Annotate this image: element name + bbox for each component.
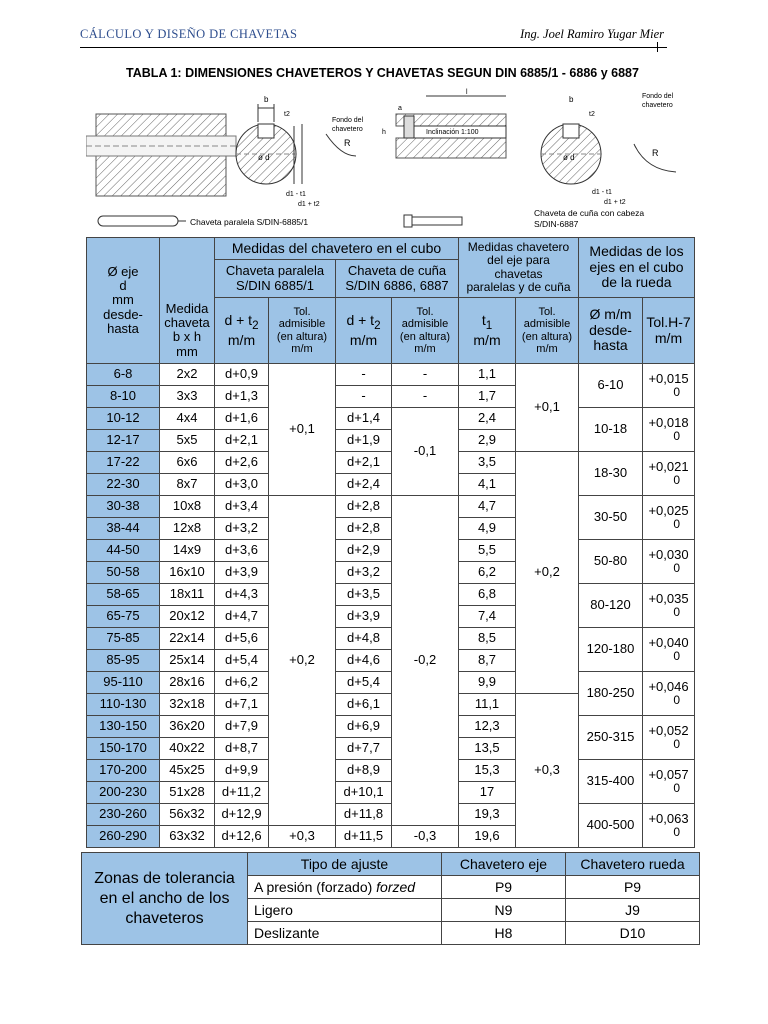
cell-dt2-cuna: d+2,8 xyxy=(336,518,392,540)
cell-dt2: d+12,6 xyxy=(215,826,269,848)
cell-dt2: d+6,2 xyxy=(215,672,269,694)
cell-rueda-range: 18-30 xyxy=(579,452,643,496)
cell-rueda-tol: +0,040 0 xyxy=(643,628,695,672)
cell-medida: 22x14 xyxy=(160,628,215,650)
cell-tol-cuna: -0,2 xyxy=(392,496,459,826)
cell-medida: 56x32 xyxy=(160,804,215,826)
cell-rueda-tol: +0,021 0 xyxy=(643,452,695,496)
table-row xyxy=(87,452,695,474)
header-tol-h7: Tol.H-7 m/m xyxy=(643,298,695,364)
cell-dt2-cuna: d+3,2 xyxy=(336,562,392,584)
zones-eje: P9 xyxy=(442,876,566,899)
cell-medida: 18x11 xyxy=(160,584,215,606)
cell-t1: 6,2 xyxy=(459,562,516,584)
header-t1: $t_1$ m/m xyxy=(459,298,516,364)
zones-tipo: Ligero xyxy=(248,899,442,922)
cell-eje: 12-17 xyxy=(87,430,160,452)
cell-t1: 13,5 xyxy=(459,738,516,760)
cell-dt2-cuna: d+6,1 xyxy=(336,694,392,716)
cell-dt2: d+4,3 xyxy=(215,584,269,606)
cell-dt2-cuna: d+11,5 xyxy=(336,826,392,848)
wedge-key-section xyxy=(382,89,506,158)
fondo-label-2: chavetero xyxy=(332,126,363,133)
zones-header-eje: Chavetero eje xyxy=(442,853,566,876)
cell-rueda-range: 120-180 xyxy=(579,628,643,672)
dim-h: h xyxy=(382,129,386,136)
dim-b-left: b xyxy=(264,95,269,104)
header-medida-chaveta: Medida chaveta b x h mm xyxy=(160,238,215,364)
cell-t1: 9,9 xyxy=(459,672,516,694)
inclinacion-label: Inclinación 1:100 xyxy=(426,129,479,136)
header-chaveta-paralela: Chaveta paralela S/DIN 6885/1 xyxy=(215,260,336,298)
zones-eje: N9 xyxy=(442,899,566,922)
cell-t1: 1,1 xyxy=(459,364,516,386)
zones-label: Zonas de tolerancia en el ancho de los chaveteros xyxy=(82,853,248,945)
wedge-key-plan xyxy=(404,208,644,229)
header-tol-eje: Tol. admisible (en altura) m/m xyxy=(516,298,579,364)
cell-dt2: d+8,7 xyxy=(215,738,269,760)
cell-rueda-tol: +0,052 0 xyxy=(643,716,695,760)
cell-eje: 110-130 xyxy=(87,694,160,716)
cell-eje: 260-290 xyxy=(87,826,160,848)
dim-t2-right: t2 xyxy=(589,111,595,118)
cell-eje: 58-65 xyxy=(87,584,160,606)
cell-tol-paralela: +0,2 xyxy=(269,496,336,826)
keyway-dimensions-table xyxy=(86,237,695,848)
parallel-key-label: Chaveta paralela S/DIN-6885/1 xyxy=(190,217,309,227)
cell-rueda-tol: +0,035 0 xyxy=(643,584,695,628)
parallel-key-plan xyxy=(98,216,308,227)
cell-dt2-cuna: d+2,1 xyxy=(336,452,392,474)
cell-dt2: d+7,1 xyxy=(215,694,269,716)
cell-dt2: d+1,3 xyxy=(215,386,269,408)
cell-dt2-cuna: d+5,4 xyxy=(336,672,392,694)
cell-medida: 63x32 xyxy=(160,826,215,848)
cell-medida: 12x8 xyxy=(160,518,215,540)
cell-t1: 4,7 xyxy=(459,496,516,518)
wedge-key-label-2: S/DIN-6887 xyxy=(534,219,579,229)
table-row xyxy=(87,496,695,518)
cell-dt2: d+3,6 xyxy=(215,540,269,562)
dim-d1-t1-right: d1 - t1 xyxy=(592,189,612,196)
zones-tipo: Deslizante xyxy=(248,922,442,945)
cell-tol-eje: +0,3 xyxy=(516,694,579,848)
cell-eje: 230-260 xyxy=(87,804,160,826)
cell-tol-cuna: -0,1 xyxy=(392,408,459,496)
cell-dt2: d+4,7 xyxy=(215,606,269,628)
zones-header-rueda: Chavetero rueda xyxy=(566,853,700,876)
zones-tipo: A presión (forzado) forzed xyxy=(248,876,442,899)
header-tol-paralela: Tol. admisible (en altura) m/m xyxy=(269,298,336,364)
cell-dt2: d+5,6 xyxy=(215,628,269,650)
cell-dt2-cuna: d+3,5 xyxy=(336,584,392,606)
cell-eje: 85-95 xyxy=(87,650,160,672)
cell-rueda-tol: +0,057 0 xyxy=(643,760,695,804)
dim-d-left: ø d xyxy=(258,153,270,162)
cell-t1: 6,8 xyxy=(459,584,516,606)
table-row xyxy=(87,628,695,650)
cell-t1: 2,4 xyxy=(459,408,516,430)
zones-eje: H8 xyxy=(442,922,566,945)
cell-medida: 51x28 xyxy=(160,782,215,804)
cell-medida: 14x9 xyxy=(160,540,215,562)
cell-rueda-range: 6-10 xyxy=(579,364,643,408)
cell-rueda-range: 30-50 xyxy=(579,496,643,540)
cell-t1: 15,3 xyxy=(459,760,516,782)
header-rule xyxy=(80,47,667,48)
cell-rueda-range: 10-18 xyxy=(579,408,643,452)
header-tol-cuna: Tol. admisible (en altura) m/m xyxy=(392,298,459,364)
cell-rueda-range: 80-120 xyxy=(579,584,643,628)
cell-medida: 2x2 xyxy=(160,364,215,386)
header-cubo: Medidas del chavetero en el cubo xyxy=(215,238,459,260)
cell-eje: 17-22 xyxy=(87,452,160,474)
cell-tol-cuna: - xyxy=(392,364,459,386)
cell-t1: 2,9 xyxy=(459,430,516,452)
cell-dt2: d+0,9 xyxy=(215,364,269,386)
cell-medida: 8x7 xyxy=(160,474,215,496)
fondo-right-1: Fondo del xyxy=(642,93,674,100)
cell-tol-eje: +0,1 xyxy=(516,364,579,452)
cell-rueda-tol: +0,015 0 xyxy=(643,364,695,408)
cell-rueda-tol: +0,030 0 xyxy=(643,540,695,584)
table-row xyxy=(87,716,695,738)
cell-dt2-cuna: - xyxy=(336,364,392,386)
table-row xyxy=(87,584,695,606)
cell-eje: 75-85 xyxy=(87,628,160,650)
cell-medida: 36x20 xyxy=(160,716,215,738)
cell-eje: 150-170 xyxy=(87,738,160,760)
cell-t1: 19,6 xyxy=(459,826,516,848)
cell-dt2-cuna: - xyxy=(336,386,392,408)
cell-dt2-cuna: d+2,4 xyxy=(336,474,392,496)
header-dt2-cuna: $d + t_2$ m/m xyxy=(336,298,392,364)
cell-tol-cuna: -0,3 xyxy=(392,826,459,848)
cell-medida: 6x6 xyxy=(160,452,215,474)
dim-r-right: R xyxy=(652,148,659,158)
cell-dt2-cuna: d+8,9 xyxy=(336,760,392,782)
cell-dt2: d+7,9 xyxy=(215,716,269,738)
table-row xyxy=(87,540,695,562)
header-diametro-rueda: Ø m/m desde- hasta xyxy=(579,298,643,364)
dim-d1-t2-left: d1 + t2 xyxy=(298,201,320,208)
cell-eje: 95-110 xyxy=(87,672,160,694)
cell-eje: 200-230 xyxy=(87,782,160,804)
dim-r-left: R xyxy=(344,138,351,148)
shaft-circle-left xyxy=(236,95,320,208)
cell-rueda-tol: +0,063 0 xyxy=(643,804,695,848)
cell-dt2: d+11,2 xyxy=(215,782,269,804)
cell-dt2-cuna: d+11,8 xyxy=(336,804,392,826)
cell-eje: 22-30 xyxy=(87,474,160,496)
cell-dt2-cuna: d+6,9 xyxy=(336,716,392,738)
cell-rueda-tol: +0,046 0 xyxy=(643,672,695,716)
table-row xyxy=(87,760,695,782)
zones-rueda: D10 xyxy=(566,922,700,945)
cell-eje: 170-200 xyxy=(87,760,160,782)
header-chaveta-cuna: Chaveta de cuña S/DIN 6886, 6887 xyxy=(336,260,459,298)
cell-eje: 65-75 xyxy=(87,606,160,628)
cell-dt2-cuna: d+3,9 xyxy=(336,606,392,628)
cell-rueda-tol: +0,025 0 xyxy=(643,496,695,540)
dim-b-right: b xyxy=(569,95,574,104)
dim-l: l xyxy=(466,89,468,96)
table-row xyxy=(87,408,695,430)
cell-dt2-cuna: d+1,4 xyxy=(336,408,392,430)
header-rule-tick xyxy=(657,42,658,52)
cell-t1: 4,9 xyxy=(459,518,516,540)
dim-d1-t2-right: d1 + t2 xyxy=(604,199,626,206)
fondo-label-1: Fondo del xyxy=(332,117,364,124)
header-document-title: CÁLCULO Y DISEÑO DE CHAVETAS xyxy=(80,27,298,41)
dim-d1-t1-left: d1 - t1 xyxy=(286,191,306,198)
cell-dt2: d+3,9 xyxy=(215,562,269,584)
keyway-technical-drawing xyxy=(86,86,686,236)
cell-dt2: d+3,2 xyxy=(215,518,269,540)
cell-eje: 6-8 xyxy=(87,364,160,386)
cell-dt2: d+3,0 xyxy=(215,474,269,496)
cell-dt2-cuna: d+2,8 xyxy=(336,496,392,518)
cell-dt2-cuna: d+10,1 xyxy=(336,782,392,804)
cell-tol-cuna: - xyxy=(392,386,459,408)
cell-tol-paralela: +0,1 xyxy=(269,364,336,496)
cell-t1: 3,5 xyxy=(459,452,516,474)
cell-medida: 20x12 xyxy=(160,606,215,628)
cell-t1: 19,3 xyxy=(459,804,516,826)
wedge-key-label-1: Chaveta de cuña con cabeza xyxy=(534,208,645,218)
cell-dt2-cuna: d+4,6 xyxy=(336,650,392,672)
cell-rueda-range: 50-80 xyxy=(579,540,643,584)
cell-rueda-range: 180-250 xyxy=(579,672,643,716)
cell-eje: 30-38 xyxy=(87,496,160,518)
cell-medida: 25x14 xyxy=(160,650,215,672)
cell-medida: 10x8 xyxy=(160,496,215,518)
header-author: Ing. Joel Ramiro Yugar Mier xyxy=(520,27,664,41)
zones-header-tipo: Tipo de ajuste xyxy=(248,853,442,876)
cell-dt2: d+2,1 xyxy=(215,430,269,452)
cell-medida: 3x3 xyxy=(160,386,215,408)
cell-rueda-range: 400-500 xyxy=(579,804,643,848)
cell-medida: 40x22 xyxy=(160,738,215,760)
cell-dt2-cuna: d+2,9 xyxy=(336,540,392,562)
cell-t1: 1,7 xyxy=(459,386,516,408)
cell-medida: 4x4 xyxy=(160,408,215,430)
cell-t1: 7,4 xyxy=(459,606,516,628)
table-row xyxy=(87,672,695,694)
header-diametro-eje: Ø eje d mm desde- hasta xyxy=(87,238,160,364)
header-medidas-ejes: Medidas de los ejes en el cubo de la rueda xyxy=(579,238,695,298)
cell-rueda-range: 250-315 xyxy=(579,716,643,760)
cell-medida: 45x25 xyxy=(160,760,215,782)
table-title: TABLA 1: DIMENSIONES CHAVETEROS Y CHAVETAS SEGUN DIN 6885/1 - 6886 y 6887 xyxy=(126,66,639,80)
cell-t1: 8,7 xyxy=(459,650,516,672)
cell-tol-eje: +0,2 xyxy=(516,452,579,694)
cell-t1: 4,1 xyxy=(459,474,516,496)
cell-medida: 16x10 xyxy=(160,562,215,584)
cell-eje: 10-12 xyxy=(87,408,160,430)
dim-a: a xyxy=(398,105,402,112)
cell-medida: 28x16 xyxy=(160,672,215,694)
cell-t1: 12,3 xyxy=(459,716,516,738)
cell-rueda-tol: +0,018 0 xyxy=(643,408,695,452)
cell-dt2: d+2,6 xyxy=(215,452,269,474)
zones-rueda: P9 xyxy=(566,876,700,899)
cell-eje: 44-50 xyxy=(87,540,160,562)
cell-dt2: d+1,6 xyxy=(215,408,269,430)
cell-dt2: d+12,9 xyxy=(215,804,269,826)
cell-tol-paralela: +0,3 xyxy=(269,826,336,848)
cell-rueda-range: 315-400 xyxy=(579,760,643,804)
tolerance-zones-table xyxy=(81,852,700,945)
zones-rueda: J9 xyxy=(566,899,700,922)
cell-dt2-cuna: d+1,9 xyxy=(336,430,392,452)
fondo-detail-left xyxy=(326,117,364,156)
cell-dt2: d+5,4 xyxy=(215,650,269,672)
table-row xyxy=(87,364,695,386)
cell-medida: 5x5 xyxy=(160,430,215,452)
cell-eje: 38-44 xyxy=(87,518,160,540)
cell-eje: 130-150 xyxy=(87,716,160,738)
cell-t1: 8,5 xyxy=(459,628,516,650)
dim-t2-left: t2 xyxy=(284,111,290,118)
cell-dt2-cuna: d+7,7 xyxy=(336,738,392,760)
hub-section-left xyxy=(86,114,236,196)
fondo-right-2: chavetero xyxy=(642,102,673,109)
fondo-detail-right xyxy=(634,93,676,172)
header-eje-para: Medidas chavetero del eje para chavetas paralelas y de cuña xyxy=(459,238,579,298)
header-dt2-paralela: $d + t_2$ m/m xyxy=(215,298,269,364)
dim-d-right: ø d xyxy=(563,153,575,162)
cell-medida: 32x18 xyxy=(160,694,215,716)
cell-eje: 50-58 xyxy=(87,562,160,584)
cell-t1: 11,1 xyxy=(459,694,516,716)
cell-t1: 5,5 xyxy=(459,540,516,562)
cell-dt2-cuna: d+4,8 xyxy=(336,628,392,650)
cell-dt2: d+9,9 xyxy=(215,760,269,782)
cell-dt2: d+3,4 xyxy=(215,496,269,518)
cell-t1: 17 xyxy=(459,782,516,804)
shaft-circle-right xyxy=(541,95,626,206)
table-row xyxy=(87,804,695,826)
cell-eje: 8-10 xyxy=(87,386,160,408)
